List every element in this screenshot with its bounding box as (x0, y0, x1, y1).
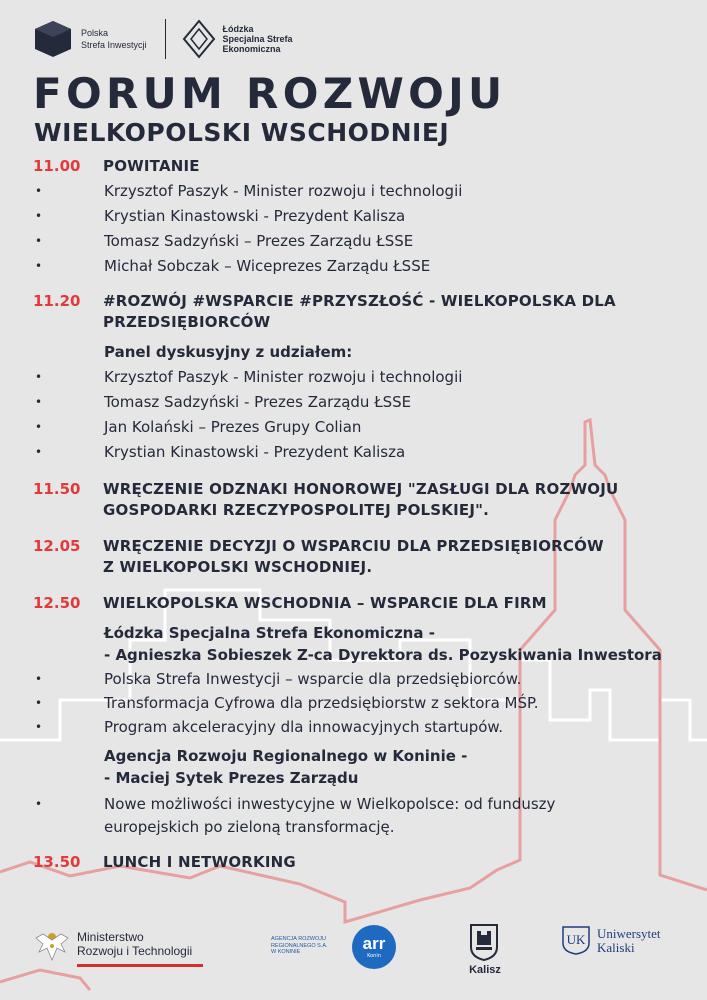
lsse-logo-text (223, 24, 293, 54)
list-item: Krzysztof Paszyk - Minister rozwoju i technologii (104, 182, 463, 200)
uk-line2: Kaliski (597, 940, 635, 955)
logo-separator (165, 19, 166, 59)
bullet: • (35, 184, 43, 198)
ministry-line1: Ministerstwo (77, 930, 144, 944)
arr-logo-badge (352, 925, 396, 969)
ministry-line2: Rozwoju i Technologii (77, 944, 193, 958)
org-heading-1-line2: - Agnieszka Sobieszek Z-ca Dyrektora ds. Pozyskiwania Inwestora (104, 646, 662, 664)
psi-logo-icon (33, 19, 73, 59)
agenda-title-3-line2: GOSPODARKI RZECZYPOSPOLITEJ POLSKIEJ". (103, 501, 490, 519)
lsse-line2: Specjalna Strefa (222, 34, 293, 44)
kalisz-crest-icon (469, 923, 499, 961)
eagle-emblem-icon (33, 926, 71, 964)
lsse-line3: Ekonomiczna (222, 44, 281, 54)
bullet: • (35, 395, 43, 409)
agenda-title-4-line1: WRĘCZENIE DECYZJI O WSPARCIU DLA PRZEDSIĘBIORCÓW (103, 537, 604, 555)
kalisz-label: Kalisz (469, 964, 501, 976)
psi-line2: Strefa Inwestycji (81, 40, 147, 50)
agenda-time-3: 11.50 (33, 480, 81, 498)
uk-line1: Uniwersytet (597, 926, 661, 941)
arr-sub: Konin (367, 953, 381, 959)
ministry-logo-text (77, 930, 192, 958)
panel-heading: Panel dyskusyjny z udziałem: (104, 343, 353, 361)
ministry-red-bar (77, 964, 203, 967)
bullet: • (35, 370, 43, 384)
psi-line1: Polska (81, 28, 109, 38)
agenda-title-6: LUNCH I NETWORKING (103, 853, 296, 871)
agenda-title-2-line1: #ROZWÓJ #WSPARCIE #PRZYSZŁOŚĆ - WIELKOPOLSKA DLA (103, 292, 616, 310)
arr-mark: arr (362, 934, 386, 953)
uk-logo-text (597, 927, 661, 955)
header-logos (33, 17, 293, 61)
bullet: • (35, 420, 43, 434)
list-item: Krystian Kinastowski - Prezydent Kalisza (104, 207, 406, 225)
list-item: Program akceleracyjny dla innowacyjnych startupów. (104, 718, 504, 736)
uk-shield-icon (561, 925, 591, 955)
agenda-title-3-line1: WRĘCZENIE ODZNAKI HONOROWEJ "ZASŁUGI DLA ROZWOJU (103, 480, 619, 498)
agenda-time-6: 13.50 (33, 853, 81, 871)
page-subtitle: WIELKOPOLSKI WSCHODNIEJ (34, 118, 450, 147)
bullet: • (35, 209, 43, 223)
agenda-title-5: WIELKOPOLSKA WSCHODNIA – WSPARCIE DLA FIRM (103, 594, 547, 612)
bullet: • (35, 672, 43, 686)
arr-line2: REGIONALNEGO S.A. (271, 942, 328, 949)
bullet: • (35, 720, 43, 734)
uk-mark-text: UK (566, 932, 586, 947)
lsse-line1: Łódzka (222, 24, 254, 34)
agenda-time-2: 11.20 (33, 292, 81, 310)
agenda-time-5: 12.50 (33, 594, 81, 612)
list-item: Transformacja Cyfrowa dla przedsiębiorstw z sektora MŚP. (104, 694, 539, 712)
list-item: Krzysztof Paszyk - Minister rozwoju i technologii (104, 368, 463, 386)
bullet: • (35, 234, 43, 248)
arr-agency-text (271, 936, 328, 956)
list-item: Tomasz Sadzyński - Prezes Zarządu ŁSSE (104, 393, 412, 411)
org-heading-2-line1: Agencja Rozwoju Regionalnego w Koninie - (104, 747, 468, 765)
bullet: • (35, 445, 43, 459)
list-item-line1: Nowe możliwości inwestycyjne w Wielkopolsce: od funduszy (104, 795, 556, 813)
psi-logo-text (81, 27, 147, 51)
agenda-title-4-line2: Z WIELKOPOLSKI WSCHODNIEJ. (103, 558, 373, 576)
red-tower-left-leg (0, 970, 90, 990)
list-item: Jan Kolański – Prezes Grupy Colian (104, 418, 362, 436)
list-item: Polska Strefa Inwestycji – wsparcie dla przedsiębiorców. (104, 670, 522, 688)
lsse-logo-icon (182, 19, 216, 59)
org-heading-1-line1: Łódzka Specjalna Strefa Ekonomiczna - (104, 624, 435, 642)
agenda-title-2-line2: PRZEDSIĘBIORCÓW (103, 313, 271, 331)
agenda-time-1: 11.00 (33, 157, 81, 175)
bullet: • (35, 696, 43, 710)
agenda-time-4: 12.05 (33, 537, 81, 555)
page-title: FORUM ROZWOJU (33, 69, 507, 118)
list-item: Krystian Kinastowski - Prezydent Kalisza (104, 443, 406, 461)
arr-line3: W KONINIE (271, 949, 301, 955)
list-item: Tomasz Sadzyński – Prezes Zarządu ŁSSE (104, 232, 414, 250)
list-item-line2: europejskich po zieloną transformację. (104, 818, 395, 836)
bullet: • (35, 259, 43, 273)
list-item: Michał Sobczak – Wiceprezes Zarządu ŁSSE (104, 257, 431, 275)
bullet: • (35, 797, 43, 811)
agenda-title-1: POWITANIE (103, 157, 200, 175)
arr-line1: AGENCJA ROZWOJU (271, 936, 327, 942)
org-heading-2-line2: - Maciej Sytek Prezes Zarządu (104, 769, 359, 787)
